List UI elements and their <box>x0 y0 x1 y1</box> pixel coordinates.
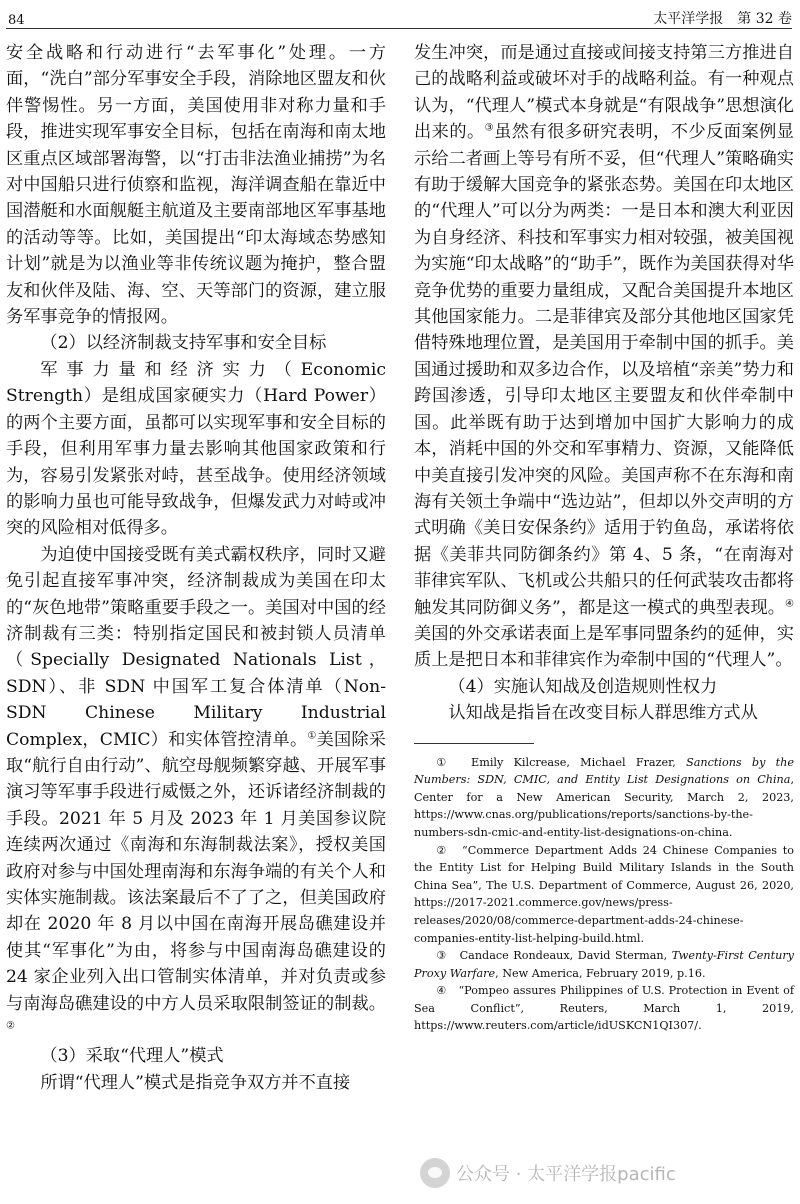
paragraph: 安全战略和行动进行“去军事化”处理。一方面，“洗白”部分军事安全手段，消除地区盟友和伙伴警惕性。另一方面，美国使用非对称力量和手段，推进实现军事安全目标，包括在南海和南太地区重点区域部署海警，以“打击非法渔业捕捞”为名对中国船只进行侦察和监视，海洋调查船在靠近中国潜艇和水面舰艇主航道及主要南部地区军事基地的活动等等。比如，美国提出“印太海域态势感知计划”就是为以渔业等非传统议题为掩护，整合盟友和伙伴及陆、海、空、天等部门的资源，建立服务军事竞争的情报网。 <box>6 43 386 328</box>
watermark <box>420 1146 798 1200</box>
page-number: 84 <box>8 13 25 28</box>
paragraph-text: 美国的外交承诺表面上是军事同盟条约的延伸，实质上是把日本和菲律宾作为牵制中国的“代理人”。 <box>414 623 794 671</box>
footnote-title: Sanctions by the Numbers: SDN, CMIC, and Entity List Designations on China <box>414 755 794 787</box>
paragraph-text: 为迫使中国接受既有美式霸权秩序，同时又避免引起直接军事冲突，经济制裁成为美国在印太的“灰色地带”策略重要手段之一。美国对中国的经济制裁有三类：特别指定国民和被封锁人员清单（Specially Designated Nationals List，SDN）、非 SDN 中国军工复合体清单（Non-SDN Chinese Military Industrial Complex，CMIC）和实体管控清单。 <box>6 544 386 750</box>
footnote-mark: ④ <box>436 984 447 998</box>
paragraph-text: 美国除采取“航行自由行动”、航空母舰频繁穿越、开展军事演习等军事手段进行威慑之外，还诉诸经济制裁的手段。2021 年 5 月及 2023 年 1 月美国参议院连续两次通过《南海和东海制裁法案》，授权美国政府对参与中国处理南海和东海争端的有关个人和实体实施制裁。该法案最后不了了之，但美国政府却在 2020 年 8 月以中国在南海开展岛礁建设并使其“军事化”为由，将参与中国南海岛礁建设的 24 家企业列入出口管制实体清单，并对负责或参与南海岛礁建设的中方人员采取限制签证的制裁。 <box>6 729 386 1014</box>
section-heading: （4）实施认知战及创造规则性权力 <box>448 676 718 697</box>
footnote-text: Candace Rondeaux, David Sterman, <box>459 949 672 963</box>
right-column <box>414 40 794 1035</box>
watermark-text: 公众号 · 太平洋学报pacific <box>456 1164 676 1185</box>
paragraph-text: 虽然有很多研究表明，不少反面案例显示给二者画上等号有所不妥，但“代理人”策略确实有助于缓解大国竞争的紧张态势。美国在印太地区的“代理人”可以分为两类：一是日本和澳大利亚因为自身经济、科技和军事实力相对较强，被美国视为实施“印太战略”的“助手”，既作为美国获得对华竞争优势的重要力量组成，又配合美国提升本地区其他国家能力。二是菲律宾及部分其他地区国家凭借特殊地理位置，是美国用于牵制中国的抓手。美国通过援助和双多边合作，以及培植“亲美”势力和跨国渗透，引导印太地区主要盟友和伙伴牵制中国。此举既有助于达到增加中国扩大影响力的成本，消耗中国的外交和军事精力、资源，又能降低中美直接引发冲突的风险。美国声称不在东海和南海有关领土争端中“选边站”，但却以外交声明的方式明确《美日安保条约》适用于钓鱼岛，承诺将依据《美菲共同防御条约》第 4、5 条，“在南海对菲律宾军队、飞机或公共船只的任何武装攻击都将触发其同防御义务”，都是这一模式的典型表现。 <box>414 122 794 618</box>
paragraph-text: 发生冲突，而是通过直接或间接支持第三方推进自己的战略利益或破坏对手的战略利益。有一种观点认为，“代理人”模式本身就是“有限战争”思想演化出来的。 <box>414 43 794 143</box>
section-heading: （2）以经济制裁支持军事和安全目标 <box>40 333 327 354</box>
footnote-text: , Center for a New American Security, March 2, 2023, https://www.cnas.org/publications/reports/sanctions-by-the-numbers-sdn-cmic-and-entity-list-designations-on-china. <box>414 773 794 839</box>
footnote-mark: ② <box>436 843 449 857</box>
paragraph <box>6 542 386 1044</box>
journal-title: 太平洋学报 第 32 卷 <box>653 11 792 27</box>
footnote-mark: ③ <box>436 949 448 963</box>
left-column <box>6 40 386 1096</box>
footnote <box>414 754 794 842</box>
footnote-text: , New America, February 2019, p.16. <box>495 966 706 980</box>
footnote <box>414 842 794 948</box>
footnote-ref[interactable]: ③ <box>484 122 495 134</box>
footnote-title: Twenty-First Century Proxy Warfare <box>414 949 794 980</box>
footnote-text: Emily Kilcrease, Michael Frazer, <box>471 755 687 769</box>
footnote <box>414 982 794 1035</box>
running-header <box>6 2 792 29</box>
footnote-divider <box>414 743 534 744</box>
wechat-icon <box>420 1158 450 1188</box>
section-heading: （3）采取“代理人”模式 <box>40 1046 224 1067</box>
footnote-text: “Commerce Department Adds 24 Chinese Companies to the Entity List for Helping Build Military Islands in the South China Sea”, The U.S. Department of Commerce, August 26, 2020, https://2017-2021.commerce.gov/news/press-releases/2020/08/commerce-department-adds-24-chinese-companies-entity-list-helping-build.html. <box>414 843 794 945</box>
paragraph: 军事力量和经济实力（Economic Strength）是组成国家硬实力（Hard Power）的两个主要方面，虽都可以实现军事和安全目标的手段，但利用军事力量去影响其他国家政策和行为，容易引发紧张对峙，甚至战争。使用经济领域的影响力虽也可能导致战争，但爆发武力对峙或冲突的风险相对低得多。 <box>6 359 386 539</box>
footnote-ref[interactable]: ② <box>6 1020 15 1032</box>
footnote-mark: ① <box>436 755 454 769</box>
paragraph: 认知战是指旨在改变目标人群思维方式从 <box>448 703 758 724</box>
footnote-ref[interactable]: ④ <box>785 597 794 609</box>
footnote <box>414 947 794 982</box>
footnote-text: “Pompeo assures Philippines of U.S. Protection in Event of Sea Conflict”, Reuters, March 1, 2019, https://www.reuters.com/article/idUSKCN1QI307/. <box>414 984 794 1033</box>
paragraph: 所谓“代理人”模式是指竞争双方并不直接 <box>40 1072 351 1093</box>
paragraph <box>414 40 794 674</box>
footnote-ref[interactable]: ① <box>307 729 317 741</box>
